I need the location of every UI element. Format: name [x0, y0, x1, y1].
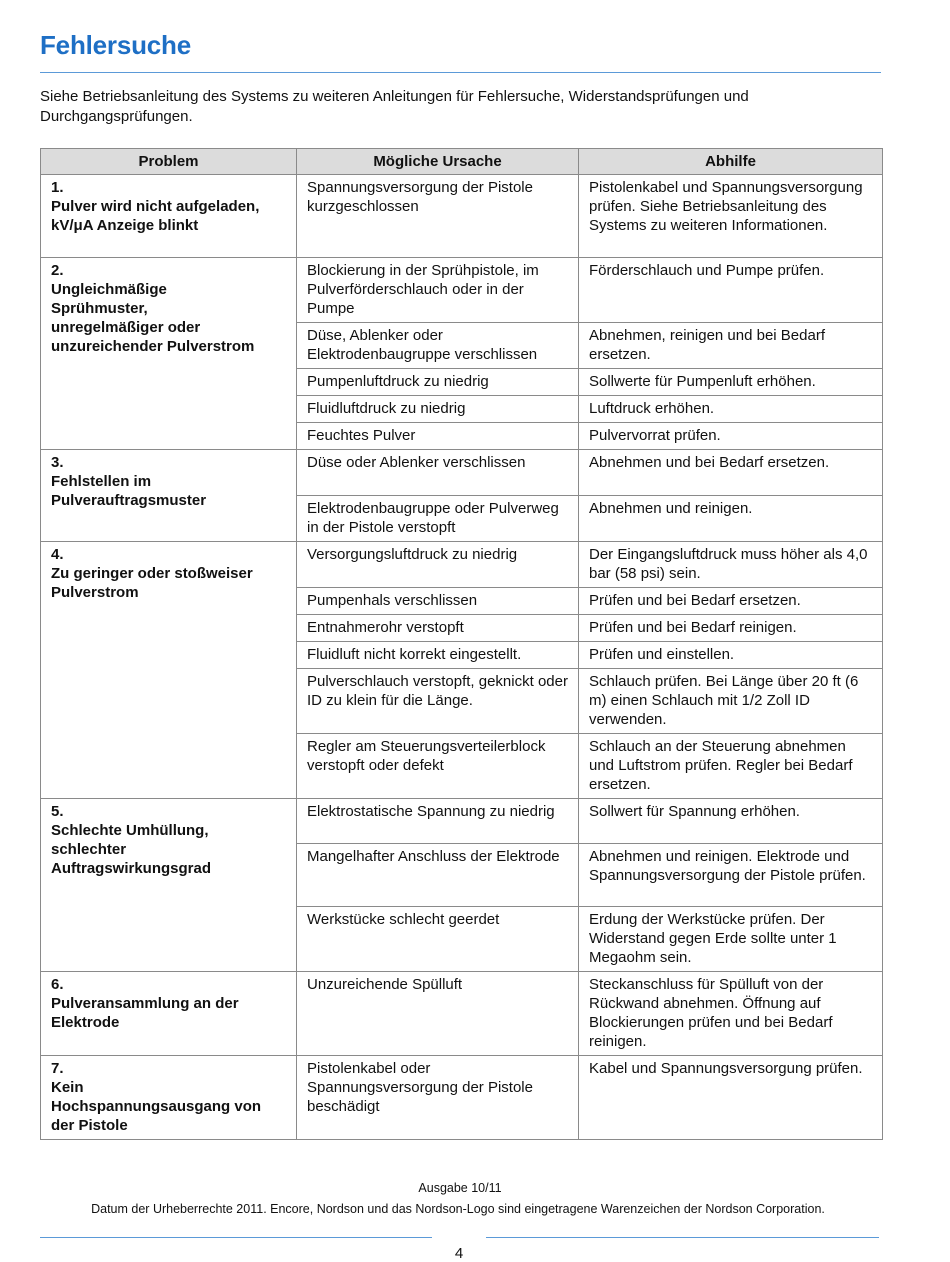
problem-text: Pulveransammlung an der Elektrode	[51, 995, 239, 1031]
footer-edition: Ausgabe 10/11	[418, 1181, 502, 1195]
table-row	[41, 799, 883, 844]
cause-cell: Elektrodenbaugruppe oder Pulverweg in der Pistole verstopft	[297, 496, 579, 542]
remedy-cell: Prüfen und bei Bedarf ersetzen.	[579, 588, 883, 615]
remedy-cell: Sollwert für Spannung erhöhen.	[579, 799, 883, 844]
remedy-cell: Abnehmen, reinigen und bei Bedarf ersetzen.	[579, 323, 883, 369]
remedy-cell: Pistolenkabel und Spannungsversorgung prüfen. Siehe Betriebsanleitung des Systems zu weiteren Informationen.	[579, 175, 883, 258]
remedy-cell: Sollwerte für Pumpenluft erhöhen.	[579, 369, 883, 396]
cause-cell: Fluidluft nicht korrekt eingestellt.	[297, 642, 579, 669]
problem-number: 3.	[51, 454, 64, 471]
problem-number: 2.	[51, 262, 64, 279]
cause-cell: Werkstücke schlecht geerdet	[297, 907, 579, 972]
problem-number: 1.	[51, 179, 64, 196]
cause-cell: Entnahmerohr verstopft	[297, 615, 579, 642]
header-cause: Mögliche Ursache	[297, 149, 579, 175]
remedy-cell: Luftdruck erhöhen.	[579, 396, 883, 423]
table-row	[41, 450, 883, 496]
footer-divider-left	[40, 1237, 432, 1238]
problem-cell	[41, 175, 297, 258]
remedy-cell: Pulvervorrat prüfen.	[579, 423, 883, 450]
cause-cell: Mangelhafter Anschluss der Elektrode	[297, 844, 579, 907]
cause-cell: Unzureichende Spülluft	[297, 972, 579, 1056]
remedy-cell: Prüfen und bei Bedarf reinigen.	[579, 615, 883, 642]
remedy-cell: Steckanschluss für Spülluft von der Rückwand abnehmen. Öffnung auf Blockierungen prüfen und bei Bedarf reinigen.	[579, 972, 883, 1056]
problem-cell	[41, 542, 297, 799]
cause-cell: Pistolenkabel oder Spannungsversorgung der Pistole beschädigt	[297, 1056, 579, 1140]
remedy-cell: Abnehmen und reinigen. Elektrode und Spannungsversorgung der Pistole prüfen.	[579, 844, 883, 907]
cause-cell: Spannungsversorgung der Pistole kurzgeschlossen	[297, 175, 579, 258]
remedy-cell: Prüfen und einstellen.	[579, 642, 883, 669]
cause-cell: Pulverschlauch verstopft, geknickt oder ID zu klein für die Länge.	[297, 669, 579, 734]
problem-text: Kein Hochspannungsausgang von der Pistole	[51, 1079, 262, 1134]
table-row	[41, 972, 883, 1056]
header-remedy: Abhilfe	[579, 149, 883, 175]
cause-cell: Elektrostatische Spannung zu niedrig	[297, 799, 579, 844]
table-row	[41, 175, 883, 258]
problem-text: Fehlstellen im Pulverauftragsmuster	[51, 473, 207, 509]
cause-cell: Feuchtes Pulver	[297, 423, 579, 450]
remedy-cell: Schlauch prüfen. Bei Länge über 20 ft (6 m) einen Schlauch mit 1/2 Zoll ID verwenden.	[579, 669, 883, 734]
problem-text: Ungleichmäßige Sprühmuster, unregelmäßiger oder unzureichender Pulverstrom	[51, 281, 255, 355]
problem-number: 7.	[51, 1060, 64, 1077]
table-row	[41, 542, 883, 588]
problem-cell	[41, 258, 297, 450]
problem-cell	[41, 799, 297, 972]
remedy-cell: Schlauch an der Steuerung abnehmen und Luftstrom prüfen. Regler bei Bedarf ersetzen.	[579, 734, 883, 799]
remedy-cell: Abnehmen und bei Bedarf ersetzen.	[579, 450, 883, 496]
header-problem: Problem	[41, 149, 297, 175]
problem-number: 6.	[51, 976, 64, 993]
problem-number: 5.	[51, 803, 64, 820]
remedy-cell: Abnehmen und reinigen.	[579, 496, 883, 542]
footer-copyright: Datum der Urheberrechte 2011. Encore, Nordson und das Nordson-Logo sind eingetragene Warenzeichen der Nordson Corporation.	[91, 1202, 825, 1216]
remedy-cell: Förderschlauch und Pumpe prüfen.	[579, 258, 883, 323]
cause-cell: Regler am Steuerungsverteilerblock verstopft oder defekt	[297, 734, 579, 799]
footer-divider-right	[486, 1237, 879, 1238]
cause-cell: Fluidluftdruck zu niedrig	[297, 396, 579, 423]
cause-cell: Düse, Ablenker oder Elektrodenbaugruppe verschlissen	[297, 323, 579, 369]
cause-cell: Pumpenluftdruck zu niedrig	[297, 369, 579, 396]
problem-cell	[41, 1056, 297, 1140]
table-row	[41, 258, 883, 323]
problem-number: 4.	[51, 546, 64, 563]
remedy-cell: Kabel und Spannungsversorgung prüfen.	[579, 1056, 883, 1140]
table-body	[41, 175, 883, 1140]
problem-cell	[41, 450, 297, 542]
troubleshooting-table	[40, 148, 883, 1140]
table-row	[41, 1056, 883, 1140]
title-divider	[40, 72, 881, 73]
remedy-cell: Erdung der Werkstücke prüfen. Der Widerstand gegen Erde sollte unter 1 Megaohm sein.	[579, 907, 883, 972]
table-header-row	[41, 149, 883, 175]
cause-cell: Pumpenhals verschlissen	[297, 588, 579, 615]
page-title: Fehlersuche	[40, 30, 191, 60]
cause-cell: Blockierung in der Sprühpistole, im Pulverförderschlauch oder in der Pumpe	[297, 258, 579, 323]
cause-cell: Düse oder Ablenker verschlissen	[297, 450, 579, 496]
problem-text: Zu geringer oder stoßweiser Pulverstrom	[51, 565, 253, 601]
problem-text: Schlechte Umhüllung, schlechter Auftragswirkungsgrad	[51, 822, 212, 877]
problem-cell	[41, 972, 297, 1056]
cause-cell: Versorgungsluftdruck zu niedrig	[297, 542, 579, 588]
intro-paragraph: Siehe Betriebsanleitung des Systems zu weiteren Anleitungen für Fehlersuche, Widerstandsprüfungen und Durchgangsprüfungen.	[40, 88, 749, 125]
problem-text: Pulver wird nicht aufgeladen, kV/μA Anzeige blinkt	[51, 198, 260, 234]
remedy-cell: Der Eingangsluftdruck muss höher als 4,0 bar (58 psi) sein.	[579, 542, 883, 588]
page-number: 4	[454, 1245, 464, 1262]
